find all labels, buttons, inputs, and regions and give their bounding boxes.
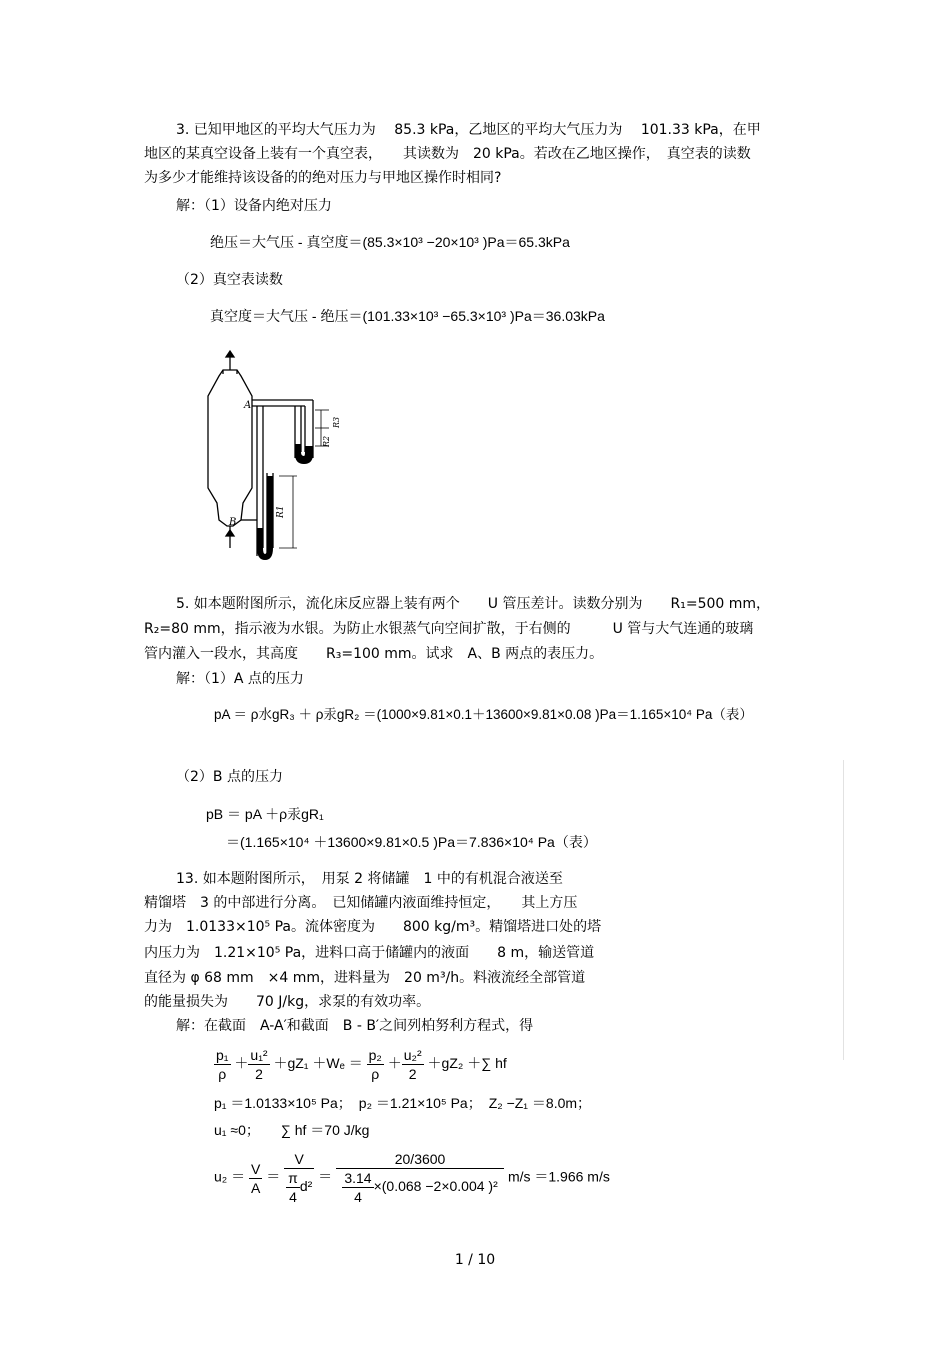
- given-values-2: u₁ ≈0； ∑ hf ＝70 J/kg: [214, 1122, 370, 1138]
- u2-equation: u₂ ＝ $\frac{V}{A}$ ＝ V $\frac{\pi}{4}$ d² ＝ 20/3600 $\frac{3.14}{4}$ ×(0.068 −2×0.004 )² m/s ＝1.966 m/s: [214, 1151, 610, 1205]
- p3-eq1-rhs: (85.3×10³ −20×10³ )Pa＝65.3kPa: [362, 234, 570, 250]
- label-r2: R2: [322, 435, 331, 447]
- frac-u1-2: $\frac{\text{u₁²}}{2}$: [250, 1047, 268, 1082]
- frac-numeric: 20/3600 $\frac{3.14}{4}$ ×(0.068 −2×0.004 )²: [336, 1150, 504, 1206]
- p3-line1: 3. 已知甲地区的平均大气压力为 85.3 kPa，乙地区的平均大气压力为 101.33 kPa，在甲: [176, 122, 761, 138]
- p5-solution-label: 解：（1）A 点的压力: [176, 671, 304, 687]
- given-values-1: p₁ ＝1.0133×10⁵ Pa； p₂ ＝1.21×10⁵ Pa； Z₂ −Z₁ ＝8.0m；: [214, 1095, 592, 1111]
- p13-solution-label: 解：在截面 A-A′和截面 B - B′之间列柏努利方程式，得: [176, 1018, 534, 1034]
- p3-eq1-lhs: 绝压＝大气压 - 真空度＝: [210, 234, 363, 250]
- p3-solution-label: 解：（1）设备内绝对压力: [176, 198, 332, 214]
- p5-part2-label: （2）B 点的压力: [176, 769, 283, 785]
- p3-line2: 地区的某真空设备上装有一个真空表， 其读数为 20 kPa。若改在乙地区操作， 真空表的读数: [144, 146, 751, 162]
- label-r3: R3: [332, 416, 341, 428]
- p3-equation-1: [210, 232, 570, 252]
- frac-v-a: $\frac{V}{A}$: [251, 1160, 261, 1196]
- page-number: 1 / 10: [454, 1252, 496, 1268]
- p3-part2-label: （2）真空表读数: [176, 272, 283, 288]
- p3-line3: 为多少才能维持该设备的的绝对压力与甲地区操作时相同?: [144, 170, 502, 186]
- p5-line1: 5. 如本题附图所示，流化床反应器上装有两个 U 管压差计。读数分别为 R₁=500 mm，: [176, 596, 771, 612]
- p3-equation-2: [210, 306, 605, 326]
- p13-line2: 精馏塔 3 的中部进行分离。 已知储罐内液面维持恒定， 其上方压: [144, 895, 578, 911]
- margin-rule: [843, 760, 844, 1060]
- p13-line5: 直径为 φ 68 mm ×4 mm，进料量为 20 m³/h。料液流经全部管道: [144, 970, 586, 986]
- p5-equation-a: pA ＝ ρ水gR₃ ＋ ρ汞gR₂ ＝(1000×9.81×0.1＋13600×9.81×0.08 )Pa＝1.165×10⁴ Pa（表）: [214, 707, 753, 722]
- label-r1: R1: [276, 505, 286, 518]
- p5-equation-b2: ＝(1.165×10⁴ ＋13600×9.81×0.5 )Pa＝7.836×10⁴ Pa（表）: [226, 834, 597, 850]
- frac-p2-rho: $\frac{\text{p₂}}{\rho}$: [368, 1047, 382, 1082]
- label-b: B: [229, 517, 237, 528]
- p5-line3: 管内灌入一段水，其高度 R₃=100 mm。试求 A、B 两点的表压力。: [144, 646, 604, 662]
- frac-u2-2: $\frac{\text{u₂²}}{2}$: [403, 1047, 422, 1082]
- frac-v-area: V $\frac{\pi}{4}$ d²: [284, 1150, 314, 1206]
- label-a: A: [244, 400, 252, 411]
- bernoulli-equation: $\frac{\text{p₁}}{\rho}$ ＋ $\frac{\text{u₁²}}{2}$ ＋gZ₁ ＋Wₑ ＝ $\frac{\text{p₂}}{\rho}$ ＋ $\frac{\text{u₂²}}{2}$ ＋gZ₂ ＋∑ hf: [216, 1047, 507, 1082]
- p13-line4: 内压力为 1.21×10⁵ Pa，进料口高于储罐内的液面 8 m，输送管道: [144, 945, 595, 961]
- p3-eq2-rhs: (101.33×10³ −65.3×10³ )Pa＝36.03kPa: [362, 308, 605, 324]
- p13-line3: 力为 1.0133×10⁵ Pa。流体密度为 800 kg/m³。精馏塔进口处的塔: [144, 919, 602, 935]
- p5-equation-b1: pB ＝ pA ＋ρ汞gR₁: [206, 806, 324, 822]
- p3-eq2-lhs: 真空度＝大气压 - 绝压＝: [210, 308, 363, 324]
- p5-line2: R₂=80 mm，指示液为水银。为防止水银蒸气向空间扩散，于右侧的 U 管与大气连通的玻璃: [144, 621, 754, 637]
- reactor-manometer-figure: [195, 348, 355, 568]
- frac-p1-rho: $\frac{\text{p₁}}{\rho}$: [216, 1047, 229, 1082]
- p13-line6: 的能量损失为 70 J/kg，求泵的有效功率。: [144, 994, 431, 1010]
- p13-line1: 13. 如本题附图所示， 用泵 2 将储罐 1 中的有机混合液送至: [176, 871, 563, 887]
